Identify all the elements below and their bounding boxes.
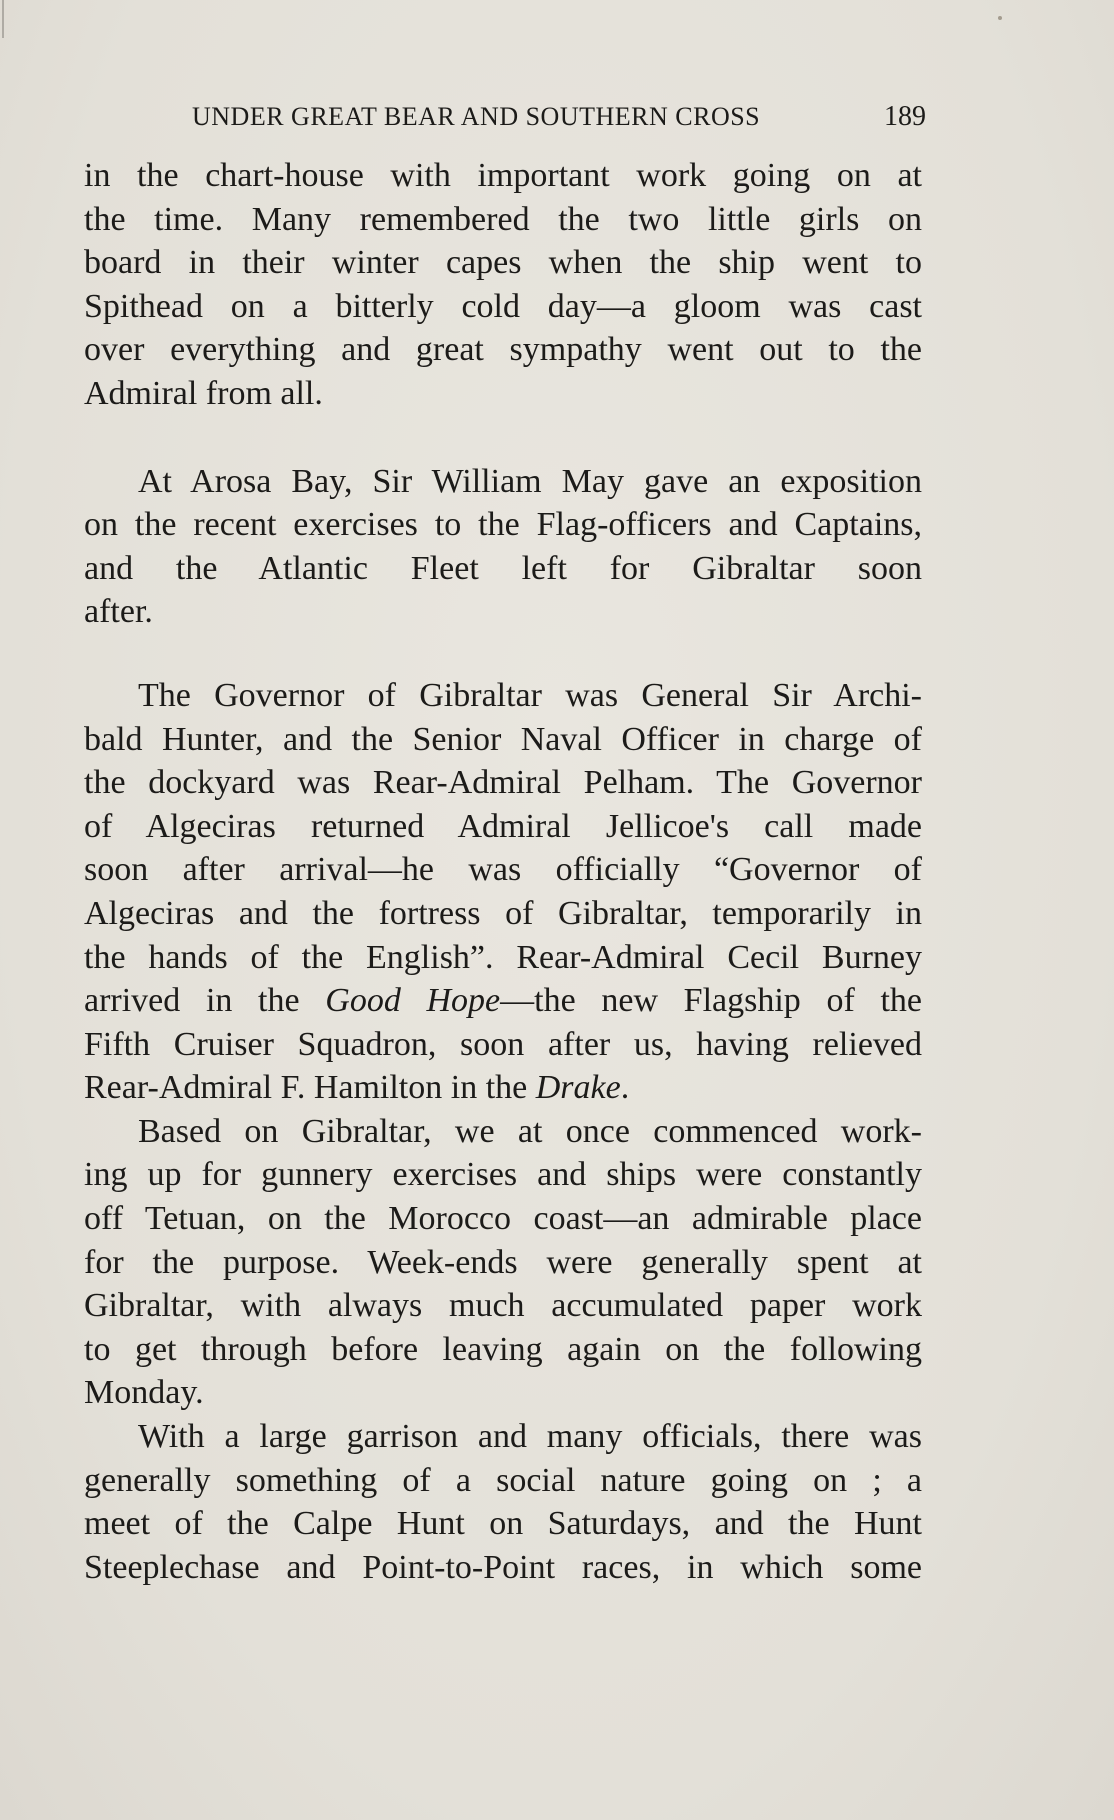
- text-line: Fifth Cruiser Squadron, soon after us, having relieved: [84, 1025, 922, 1063]
- paragraph-gap: [84, 634, 922, 674]
- text-line: on the recent exercises to the Flag-officers and Captains,: [84, 506, 922, 544]
- text-line: meet of the Calpe Hunt on Saturdays, and the Hunt: [84, 1505, 922, 1543]
- text-line: Algeciras and the fortress of Gibraltar, temporarily in: [84, 894, 922, 932]
- text-line: and the Atlantic Fleet left for Gibraltar soon: [84, 549, 922, 587]
- text-line: The Governor of Gibraltar was General Sir Archi-: [138, 676, 922, 714]
- text-line: With a large garrison and many officials, there was: [138, 1418, 922, 1456]
- text-line: board in their winter capes when the ship went to: [84, 244, 922, 282]
- page-number: 189: [884, 101, 926, 132]
- paper-speck: [998, 16, 1002, 20]
- paragraph-1: [84, 154, 922, 416]
- text-line: Steeplechase and Point-to-Point races, in which some: [84, 1548, 922, 1586]
- paragraph-2: [84, 460, 922, 634]
- ship-name-italic: Good Hope: [325, 982, 501, 1020]
- running-title: UNDER GREAT BEAR AND SOUTHERN CROSS: [192, 102, 761, 131]
- text-line: Monday.: [84, 1374, 204, 1412]
- line-text: —the new Flagship of the: [500, 982, 922, 1020]
- paragraph-4: [84, 1110, 922, 1415]
- text-line: ing up for gunnery exercises and ships were constantly: [84, 1156, 922, 1194]
- text-line: in the chart-house with important work going on at: [84, 157, 922, 194]
- text-line: the hands of the English”. Rear-Admiral Cecil Burney: [84, 938, 922, 976]
- text-line: [84, 1066, 922, 1110]
- line-text: Rear-Admiral F. Hamilton in the: [84, 1069, 536, 1107]
- text-line: for the purpose. Week-ends were generally spent at: [84, 1243, 922, 1281]
- text-line: of Algeciras returned Admiral Jellicoe's call made: [84, 807, 922, 845]
- text-line: soon after arrival—he was officially “Governor of: [84, 851, 922, 889]
- text-line: [84, 979, 922, 1023]
- text-line: Based on Gibraltar, we at once commenced work-: [138, 1112, 922, 1150]
- paragraph-3: [84, 674, 922, 1110]
- text-line: the time. Many remembered the two little girls on: [84, 200, 922, 238]
- body-text: [84, 154, 922, 1589]
- text-line: the dockyard was Rear-Admiral Pelham. The Governor: [84, 764, 922, 802]
- text-line: Gibraltar, with always much accumulated paper work: [84, 1287, 922, 1325]
- line-text: .: [620, 1069, 630, 1107]
- ship-name-italic: Drake: [535, 1069, 621, 1107]
- text-line: Spithead on a bitterly cold day—a gloom was cast: [84, 287, 922, 325]
- paragraph-gap: [84, 416, 922, 460]
- text-line: Admiral from all.: [84, 374, 323, 412]
- page-edge-mark: [2, 0, 4, 38]
- text-line: generally something of a social nature going on ; a: [84, 1461, 922, 1499]
- text-line: off Tetuan, on the Morocco coast—an admirable place: [84, 1200, 922, 1238]
- line-text: arrived in the: [84, 982, 326, 1020]
- text-line: after.: [84, 593, 153, 631]
- text-line: to get through before leaving again on the following: [84, 1330, 922, 1368]
- text-line: over everything and great sympathy went out to the: [84, 331, 922, 369]
- text-line: At Arosa Bay, Sir William May gave an exposition: [138, 462, 922, 500]
- running-head: [192, 100, 926, 134]
- text-line: bald Hunter, and the Senior Naval Officer in charge of: [84, 720, 922, 758]
- paragraph-5: [84, 1415, 922, 1589]
